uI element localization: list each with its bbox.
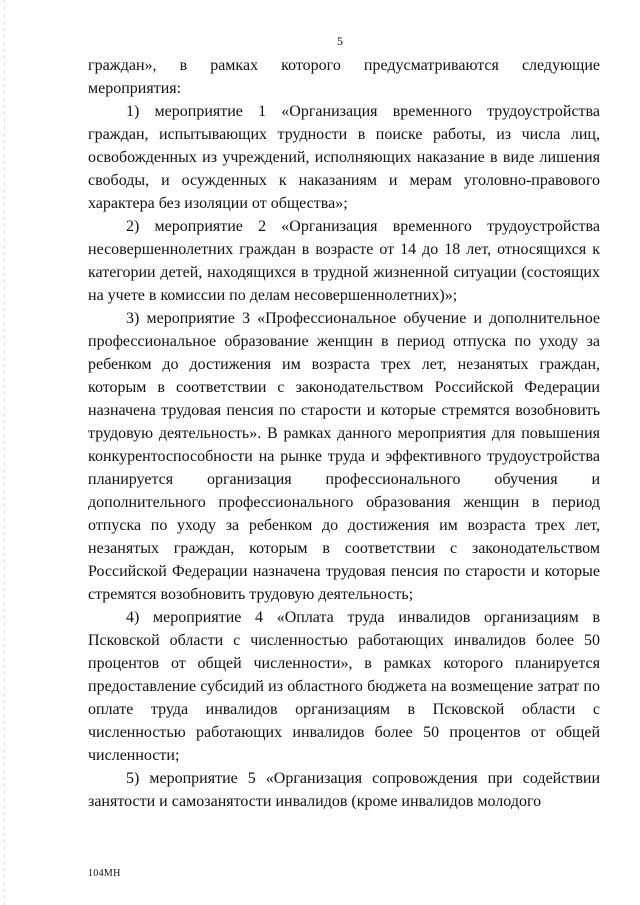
paragraph-item-3: 3) мероприятие 3 «Профессиональное обучение и дополнительное профессиональное образование женщин в период отпуска по уходу за ребенком до достижения им возраста трех лет, незанятых граждан, которым в соответствии с законодательством Российской Федерации назначена трудовая пенсия по старости и которые стремятся возобновить трудовую деятельность». В рамках данного мероприятия для повышения конкурентоспособности на рынке труда и эффективного трудоустройства планируется организация профессионального обучения и дополнительного профессионального образования женщин в период отпуска по уходу за ребенком до достижения им возраста трех лет, незанятых граждан, которым в соответствии с законодательством Российской Федерации назначена трудовая пенсия по старости и которые стремятся возобновить трудовую деятельность;: [88, 310, 600, 603]
paragraph-item-5: 5) мероприятие 5 «Организация сопровождения при содействии занятости и самозанятости инвалидов (кроме инвалидов молодого: [88, 770, 600, 810]
paragraph-item-1: 1) мероприятие 1 «Организация временного трудоустройства граждан, испытывающих трудности в поиске работы, из числа лиц, освобожденных из учреждений, исполняющих наказание в виде лишения свободы, и осужденных к наказаниям и мерам уголовно-правового характера без изоляции от общества»;: [88, 103, 600, 212]
paragraph-item-2: 2) мероприятие 2 «Организация временного трудоустройства несовершеннолетних граждан в возрасте от 14 до 18 лет, относящихся к категории детей, находящихся в трудной жизненной ситуации (состоящих на учете в комиссии по делам несовершеннолетних)»;: [88, 218, 600, 304]
paragraph-continuation: граждан», в рамках которого предусматриваются следующие мероприятия:: [88, 57, 600, 97]
scan-edge: [4, 0, 5, 905]
page-number: 5: [337, 34, 343, 48]
footer-code: 104МН: [88, 868, 121, 879]
body-text: [88, 54, 600, 813]
paragraph-item-4: 4) мероприятие 4 «Оплата труда инвалидов организациям в Псковской области с численностью работающих инвалидов более 50 процентов от общей численности», в рамках которого планируется предоставление субсидий из областного бюджета на возмещение затрат по оплате труда инвалидов организациям в Псковской области с численностью работающих инвалидов более 50 процентов от общей численности;: [88, 609, 600, 764]
